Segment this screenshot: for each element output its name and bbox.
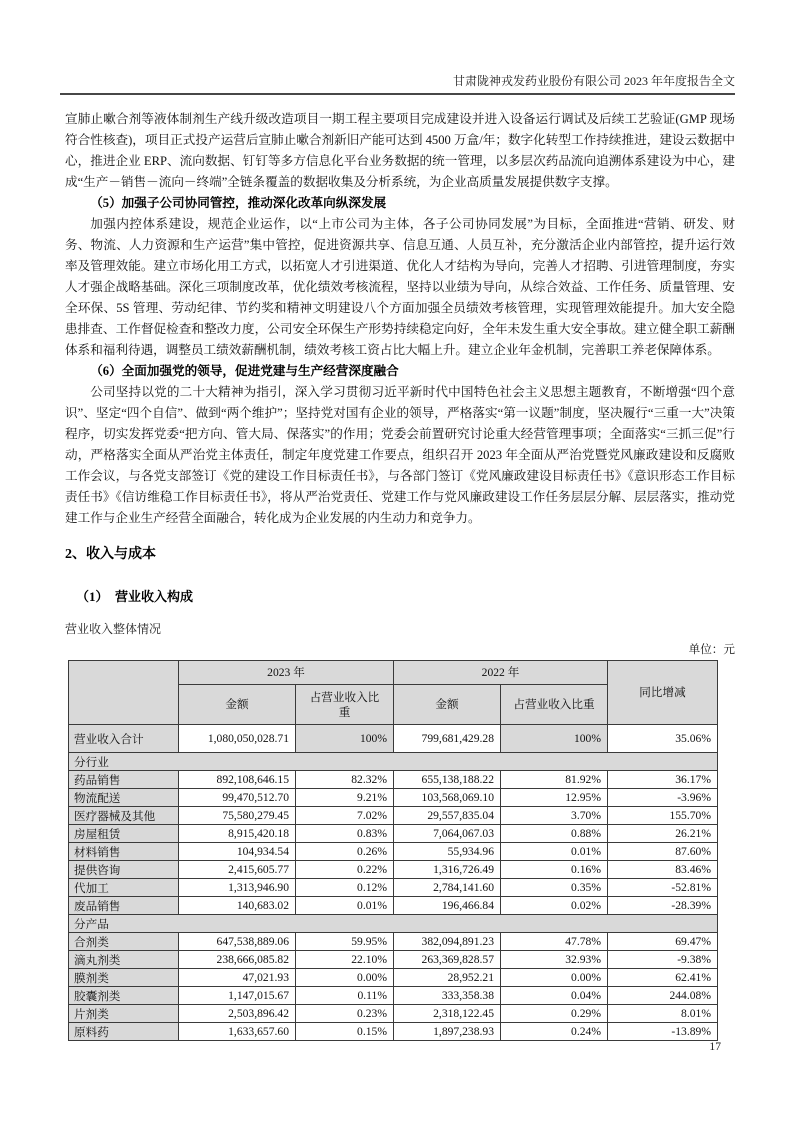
section-heading-5: （5）加强子公司协同管控，推动深化改革向纵深发展: [90, 196, 387, 210]
amount-2022: 103,568,069.10: [394, 789, 501, 807]
col-share-2022: 占营业收入比重: [501, 685, 608, 725]
share-2023: 0.15%: [296, 1023, 394, 1041]
amount-2022: 2,784,141.60: [394, 879, 501, 897]
heading-income-and-cost: 2、收入与成本: [65, 547, 156, 562]
yoy-change: -9.38%: [608, 951, 718, 969]
row-label: 原料药: [69, 1023, 179, 1041]
share-2022: 32.93%: [501, 951, 608, 969]
row-label: 材料销售: [69, 843, 179, 861]
share-2022: 0.01%: [501, 843, 608, 861]
share-2023: 82.32%: [296, 771, 394, 789]
amount-2023: 238,666,085.82: [179, 951, 296, 969]
share-2023: 0.11%: [296, 987, 394, 1005]
page-content: [65, 109, 735, 1041]
share-2022: 0.88%: [501, 825, 608, 843]
share-2022: 0.16%: [501, 861, 608, 879]
share-2023: 22.10%: [296, 951, 394, 969]
table-row: [69, 861, 718, 879]
corner-blank-cell: [69, 661, 179, 725]
yoy-change: 69.47%: [608, 933, 718, 951]
amount-2022: 2,318,122.45: [394, 1005, 501, 1023]
paragraph-section-5: 加强内控体系建设，规范企业运作，以“上市公司为主体，各子公司协同发展”为目标，全面推进“营销、研发、财务、物流、人力资源和生产运营”集中管控，促进资源共享、信息互通、人员互补，充分激活企业内部管控，提升运行效率及管理效能。建立市场化用工方式，以拓宽人才引进渠道、优化人才结构为导向，完善人才招聘、引进管理制度，夯实人才强企战略基础。深化三项制度改革，优化绩效考核流程，坚持以业绩为导向，从综合效益、工作任务、质量管理、安全环保、5S 管理、劳动纪律、节约奖和精神文明建设八个方面加强全员绩效考核管理，实现管理效能提升。加大安全隐患排查、工作督促检查和整改力度，公司安全环保生产形势持续稳定向好，全年未发生重大安全事故。建立健全职工薪酬体系和福利待遇，调整员工绩效薪酬机制，绩效考核工资占比大幅上升。建立企业年金机制，完善职工养老保障体系。: [65, 217, 735, 357]
col-group-2023: 2023 年: [179, 661, 394, 685]
amount-2023: 140,683.02: [179, 897, 296, 915]
row-label: 合剂类: [69, 933, 179, 951]
row-label: 废品销售: [69, 897, 179, 915]
share-2022: 0.02%: [501, 897, 608, 915]
col-amount-2022: 金额: [394, 685, 501, 725]
yoy-change: -52.81%: [608, 879, 718, 897]
amount-2022: 799,681,429.28: [394, 725, 501, 753]
unit-label: 单位：元: [688, 643, 735, 656]
yoy-change: 87.60%: [608, 843, 718, 861]
yoy-change: 35.06%: [608, 725, 718, 753]
group-row: [69, 753, 718, 771]
heading-revenue-composition: （1） 营业收入构成: [76, 589, 194, 604]
amount-2023: 647,538,889.06: [179, 933, 296, 951]
amount-2022: 333,358.38: [394, 987, 501, 1005]
share-2023: 0.01%: [296, 897, 394, 915]
row-label: 代加工: [69, 879, 179, 897]
amount-2022: 29,557,835.04: [394, 807, 501, 825]
row-label: 滴丸剂类: [69, 951, 179, 969]
amount-2023: 1,080,050,028.71: [179, 725, 296, 753]
share-2023: 0.23%: [296, 1005, 394, 1023]
row-label: 提供咨询: [69, 861, 179, 879]
table-row: [69, 879, 718, 897]
yoy-change: -28.39%: [608, 897, 718, 915]
share-2023: 0.26%: [296, 843, 394, 861]
row-label: 医疗器械及其他: [69, 807, 179, 825]
report-header-title: 甘肃陇神戎发药业股份有限公司 2023 年年度报告全文: [452, 74, 735, 88]
amount-2022: 1,897,238.93: [394, 1023, 501, 1041]
amount-2023: 99,470,512.70: [179, 789, 296, 807]
row-label: 营业收入合计: [69, 725, 179, 753]
row-label: 药品销售: [69, 771, 179, 789]
yoy-change: 36.17%: [608, 771, 718, 789]
share-2023: 9.21%: [296, 789, 394, 807]
row-label: 物流配送: [69, 789, 179, 807]
amount-2023: 892,108,646.15: [179, 771, 296, 789]
table-row: [69, 933, 718, 951]
amount-2023: 8,915,420.18: [179, 825, 296, 843]
table-row: [69, 771, 718, 789]
row-label: 膜剂类: [69, 969, 179, 987]
amount-2023: 75,580,279.45: [179, 807, 296, 825]
paragraph-continuation: 宣肺止嗽合剂等液体制剂生产线升级改造项目一期工程主要项目完成建设并进入设备运行调试及后续工艺验证(GMP 现场符合性核查)，项目正式投产运营后宣肺止嗽合剂新旧产能可达到 4500 万盒/年；数字化转型工作持续推进，建设云数据中心，推进企业 ERP、流向数据、钉钉等多方信息化平台业务数据的统一管理，以多层次药品流向追溯体系建设为中心，建成“生产－销售－流向－终端”全链条覆盖的数据收集及分析系统，为企业高质量发展提供数字支撑。: [65, 112, 735, 189]
yoy-change: -13.89%: [608, 1023, 718, 1041]
table-row: [69, 1023, 718, 1041]
table-row: [69, 789, 718, 807]
col-yoy-change: 同比增减: [608, 661, 718, 725]
yoy-change: 244.08%: [608, 987, 718, 1005]
share-2022: 0.35%: [501, 879, 608, 897]
yoy-change: 62.41%: [608, 969, 718, 987]
share-2023: 0.22%: [296, 861, 394, 879]
table-row: [69, 987, 718, 1005]
table-row: [69, 843, 718, 861]
table-row: [69, 969, 718, 987]
table-row: [69, 825, 718, 843]
col-share-2023: 占营业收入比重: [296, 685, 394, 725]
yoy-change: 8.01%: [608, 1005, 718, 1023]
amount-2022: 382,094,891.23: [394, 933, 501, 951]
yoy-change: 26.21%: [608, 825, 718, 843]
amount-2022: 28,952.21: [394, 969, 501, 987]
amount-2023: 1,633,657.60: [179, 1023, 296, 1041]
share-2023: 7.02%: [296, 807, 394, 825]
total-row: [69, 725, 718, 753]
row-label: 胶囊剂类: [69, 987, 179, 1005]
revenue-table: [68, 660, 718, 1041]
group-row: [69, 915, 718, 933]
table-row: [69, 897, 718, 915]
amount-2022: 655,138,188.22: [394, 771, 501, 789]
col-amount-2023: 金额: [179, 685, 296, 725]
amount-2022: 263,369,828.57: [394, 951, 501, 969]
share-2022: 81.92%: [501, 771, 608, 789]
share-2023: 0.00%: [296, 969, 394, 987]
share-2022: 47.78%: [501, 933, 608, 951]
yoy-change: 83.46%: [608, 861, 718, 879]
amount-2023: 47,021.93: [179, 969, 296, 987]
page-number: 17: [709, 1040, 721, 1053]
paragraph-section-6: 公司坚持以党的二十大精神为指引，深入学习贯彻习近平新时代中国特色社会主义思想主题教育，不断增强“四个意识”、坚定“四个自信”、做到“两个维护”；坚持党对国有企业的领导，严格落实“第一议题”制度，坚决履行“三重一大”决策程序，切实发挥党委“把方向、管大局、保落实”的作用；党委会前置研究讨论重大经营管理事项；全面落实“三抓三促”行动，严格落实全面从严治党主体责任，制定年度党建工作要点，组织召开 2023 年全面从严治党暨党风廉政建设和反腐败工作会议，与各党支部签订《党的建设工作目标责任书》，与各部门签订《党风廉政建设目标责任书》《意识形态工作目标责任书》《信访维稳工作目标责任书》，将从严治党责任、党建工作与党风廉政建设工作任务层层分解、层层落实，推动党建工作与企业生产经营全面融合，转化成为企业发展的内生动力和竞争力。: [65, 385, 735, 525]
group-label: 分产品: [69, 915, 718, 933]
row-label: 片剂类: [69, 1005, 179, 1023]
share-2023: 59.95%: [296, 933, 394, 951]
amount-2022: 196,466.84: [394, 897, 501, 915]
revenue-overview-label: 营业收入整体情况: [65, 622, 162, 636]
amount-2023: 1,147,015.67: [179, 987, 296, 1005]
col-group-2022: 2022 年: [394, 661, 608, 685]
table-row: [69, 807, 718, 825]
amount-2022: 7,064,067.03: [394, 825, 501, 843]
share-2023: 0.83%: [296, 825, 394, 843]
share-2023: 100%: [296, 725, 394, 753]
section-heading-6: （6）全面加强党的领导，促进党建与生产经营深度融合: [90, 364, 399, 378]
share-2023: 0.12%: [296, 879, 394, 897]
amount-2023: 1,313,946.90: [179, 879, 296, 897]
amount-2023: 2,415,605.77: [179, 861, 296, 879]
table-header-year-row: [69, 661, 718, 685]
table-row: [69, 1005, 718, 1023]
page-header: [60, 0, 735, 95]
amount-2023: 104,934.54: [179, 843, 296, 861]
yoy-change: 155.70%: [608, 807, 718, 825]
share-2022: 0.00%: [501, 969, 608, 987]
amount-2022: 1,316,726.49: [394, 861, 501, 879]
yoy-change: -3.96%: [608, 789, 718, 807]
share-2022: 0.29%: [501, 1005, 608, 1023]
group-label: 分行业: [69, 753, 718, 771]
share-2022: 0.24%: [501, 1023, 608, 1041]
share-2022: 3.70%: [501, 807, 608, 825]
table-row: [69, 951, 718, 969]
amount-2022: 55,934.96: [394, 843, 501, 861]
share-2022: 0.04%: [501, 987, 608, 1005]
share-2022: 12.95%: [501, 789, 608, 807]
share-2022: 100%: [501, 725, 608, 753]
amount-2023: 2,503,896.42: [179, 1005, 296, 1023]
row-label: 房屋租赁: [69, 825, 179, 843]
